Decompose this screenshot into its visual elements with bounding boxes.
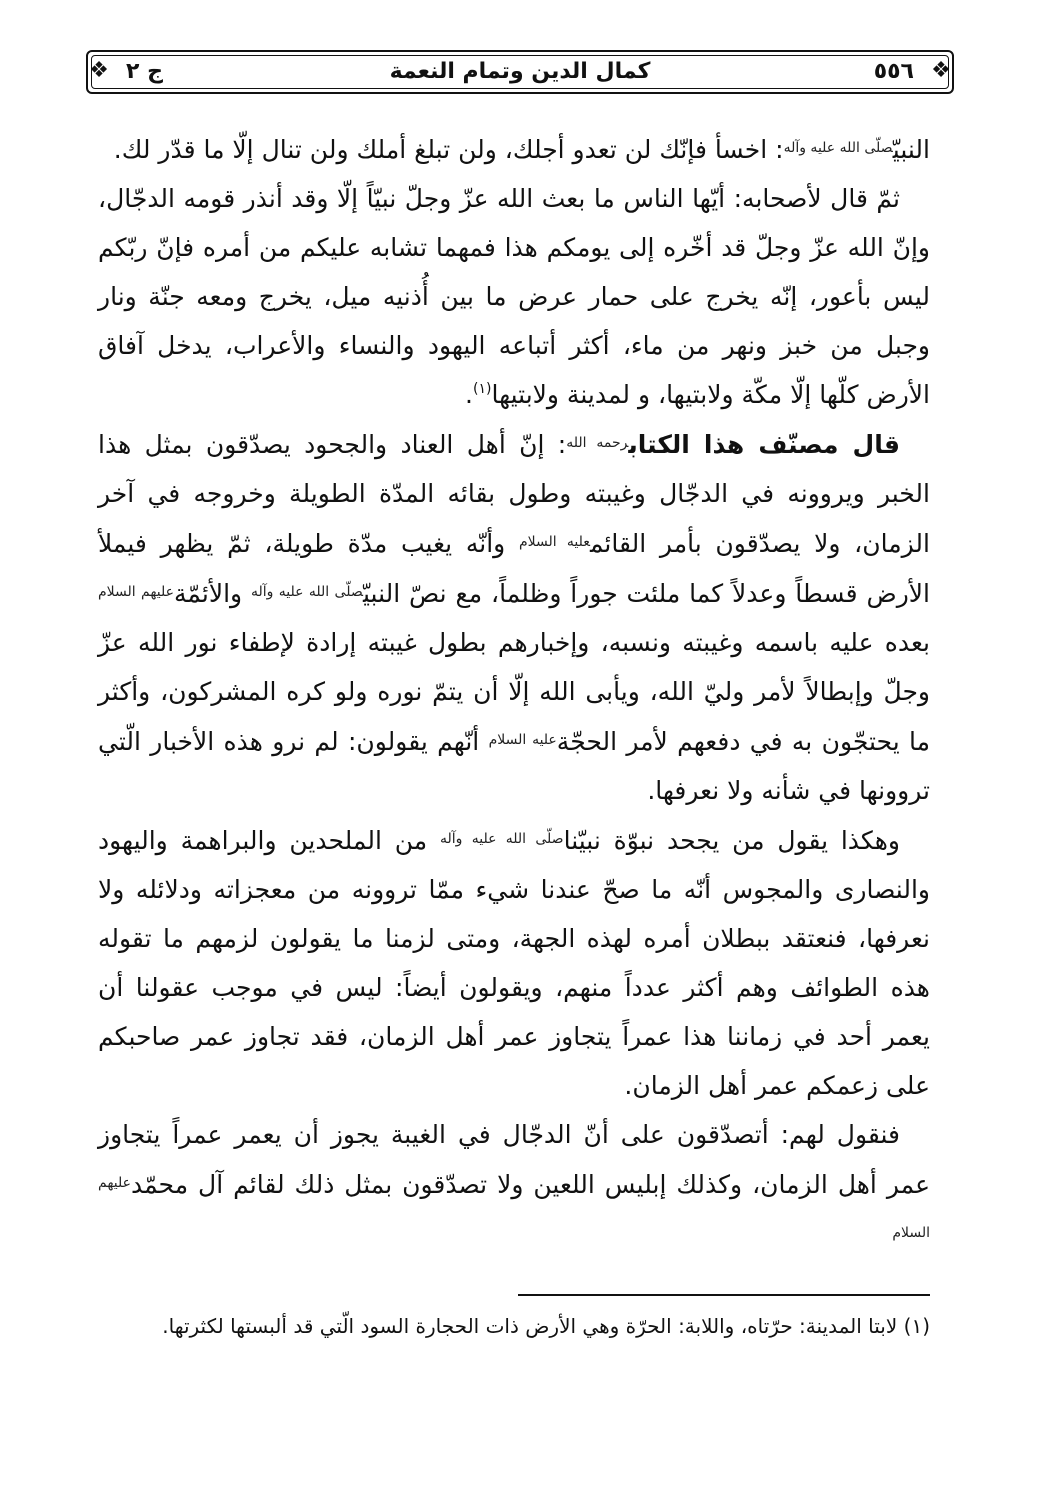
book-title: كمال الدين وتمام النعمة [389, 59, 651, 84]
volume-label: ج ٢ [126, 59, 163, 84]
text-run: وأنّه يغيب مدّة طويلة، ثمّ يظهر فيملأ الأرض قسطاً وعدلاً كما ملئت جوراً وظلماً، مع نصّ النبيّ [98, 529, 930, 608]
honorific-imam: عليه السلام [488, 732, 557, 748]
honorific-imams: عليهم السلام [98, 584, 175, 600]
footnote [98, 1306, 930, 1346]
text-run: : اخسأ فإنّك لن تعدو أجلك، ولن تبلغ أملك ولن تنال إلّا ما قدّر لك. [113, 135, 784, 164]
page-body [98, 124, 930, 1259]
honorific-author: رحمه الله [566, 435, 629, 451]
text-run: ثمّ قال لأصحابه: أيّها الناس ما بعث الله عزّ وجلّ نبيّاً إلّا وقد أنذر قومه الدجّال، وإنّ الله عزّ وجلّ قد أخّره إلى يومكم هذا فمهما تشابه عليكم من أمره فإنّ ربّكم ليس بأعور، إنّه يخرج على حمار عرض ما بين أُذنيه ميل، يخرج ومعه جنّة ونار وجبل من خبز ونهر من ماء، أكثر أتباعه اليهود والنساء والأعراب، يدخل آفاق الأرض كلّها إلّا مكّة ولابتيها، و لمدينة ولابتيها [98, 184, 930, 409]
paragraph-1 [98, 124, 930, 174]
text-run: النبيّ [892, 135, 930, 164]
paragraph-4 [98, 815, 930, 1110]
page-header [86, 50, 954, 94]
diamond-ornament-icon: ❖ [931, 58, 951, 83]
text-run: أنّهم يقولون: لم نرو هذه الأخبار الّتي تروونها في شأنه ولا نعرفها. [98, 727, 930, 805]
footnote-marker[interactable]: (١) [473, 381, 492, 397]
text-run: بعده عليه باسمه وغيبته ونسبه، وإخبارهم بطول غيبته إرادة لإطفاء نور الله عزّ وجلّ وإبطالاً لأمر وليّ الله، ويأبى الله إلّا أن يتمّ نوره ولو كره المشركون، وأكثر ما يحتجّون به في دفعهم لأمر الحجّة [98, 628, 930, 756]
honorific-prophet: صلّى الله عليه وآله [783, 140, 893, 156]
text-run: وهكذا يقول من يجحد نبوّة نبيّنا [563, 826, 900, 855]
text-run: من الملحدين والبراهمة واليهود والنصارى والمجوس أنّه ما صحّ عندنا شيء ممّا تروونه من معجزاته ودلائله ولا نعرفها، فنعتقد ببطلان أمره لهذه الجهة، ومتى لزمنا ما يقولون لزمهم ما تقوله هذه الطوائف وهم أكثر عدداً منهم، ويقولون أيضاً: ليس في موجب عقولنا أن يعمر أحد في زماننا هذا عمراً يتجاوز عمر أهل الزمان، فقد تجاوز عمر صاحبكم على زعمكم عمر أهل الزمان. [98, 826, 930, 1100]
page-number: ٥٥٦ [873, 59, 914, 84]
footnote-divider [518, 1294, 930, 1296]
paragraph-3 [98, 419, 930, 815]
paragraph-5 [98, 1110, 930, 1259]
text-run: والأئمّة [174, 579, 251, 608]
honorific-imam: عليه السلام [518, 534, 590, 550]
footnote-text: (١) لابتا المدينة: حرّتاه، واللابة: الحرّة وهي الأرض ذات الحجارة السود الّتي قد ألبستها لكثرتها. [162, 1314, 930, 1338]
text-run: فنقول لهم: أتصدّقون على أنّ الدجّال في الغيبة يجوز أن يعمر عمراً يتجاوز عمر أهل الزمان، وكذلك إبليس اللعين ولا تصدّقون بمثل ذلك لقائم آل محمّد [98, 1120, 930, 1199]
honorific-prophet: صلّى الله عليه وآله [251, 584, 363, 600]
text-run: . [465, 380, 473, 409]
paragraph-2 [98, 174, 930, 419]
honorific-prophet: صلّى الله عليه وآله [439, 831, 564, 847]
honorific-imams: عليهم السلام [98, 1175, 930, 1241]
diamond-ornament-icon: ❖ [89, 58, 109, 83]
text-run: : إنّ أهل العناد والجحود يصدّقون بمثل هذا الخبر ويروونه في الدجّال وغيبته وطول بقائه المدّة الطويلة وخروجه في آخر الزمان، ولا يصدّقون بأمر القائم [98, 430, 930, 558]
author-lead: قال مصنّف هذا الكتاب [628, 430, 901, 459]
